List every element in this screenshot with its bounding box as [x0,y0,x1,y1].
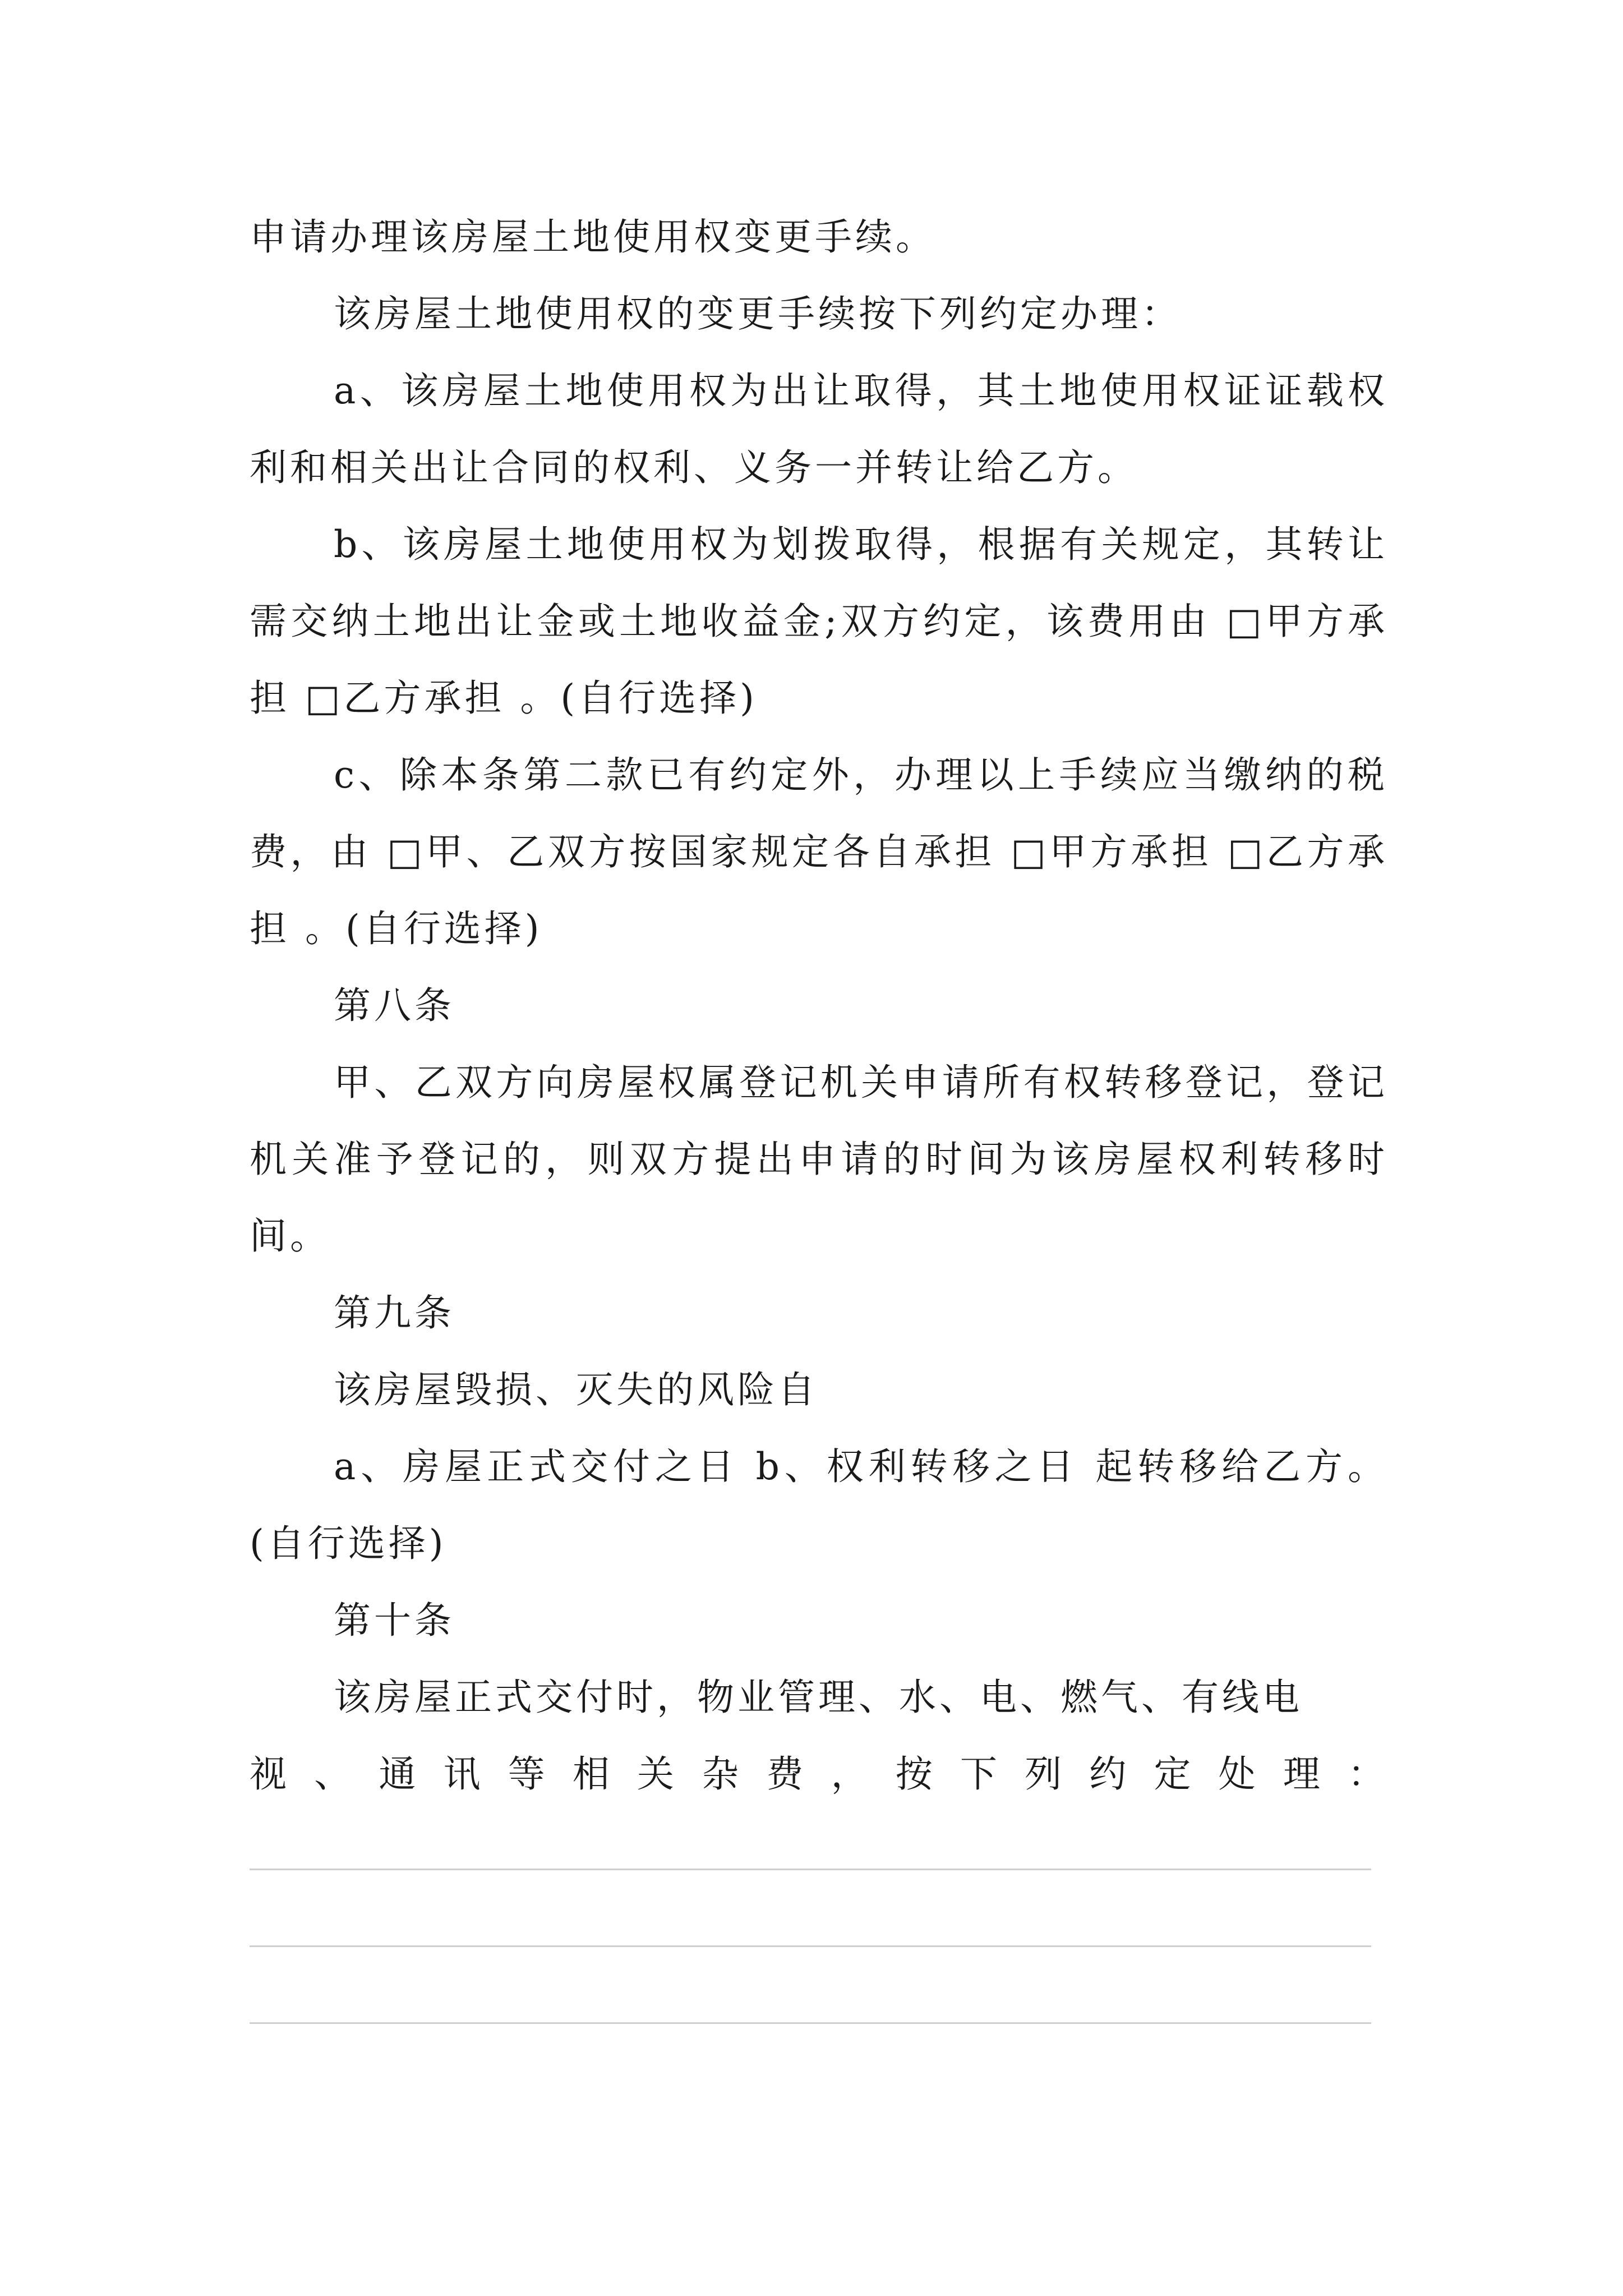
paragraph-5: c、除本条第二款已有约定外，办理以上手续应当缴纳的税费，由 □甲、乙双方按国家规定各自承担 □甲方承担 □乙方承担 。(自行选择) [250,753,1388,950]
article-9-heading: 第九条 [334,1291,455,1335]
paragraph-10: a、房屋正式交付之日 b、权利转移之日 起转移给乙方。(自行选择) [250,1445,1388,1565]
article-10-heading: 第十条 [334,1599,455,1642]
paragraph-9: 该房屋毁损、灭失的风险自 [334,1368,818,1411]
paragraph-2: 该房屋土地使用权的变更手续按下列约定办理： [334,292,1182,335]
paragraph-12 [250,1659,1388,1736]
document-body [250,199,1388,2043]
blank-fill-line-2 [250,1889,1388,1966]
paragraph-12-line-2: 视、通讯等相关杂费，按下列约定处理： [250,1752,1388,1796]
blank-fill-line-3 [250,1966,1388,2043]
paragraph-1: 申请办理该房屋土地使用权变更手续。 [250,215,936,259]
article-8-heading: 第八条 [334,984,455,1027]
paragraph-3: a、该房屋土地使用权为出让取得，其土地使用权证证载权利和相关出让合同的权利、义务一并转让给乙方。 [250,369,1388,489]
blank-fill-line-1 [250,1812,1388,1889]
paragraph-7: 甲、乙双方向房屋权属登记机关申请所有权转移登记，登记机关准予登记的，则双方提出申请的时间为该房屋权利转移时间。 [250,1061,1388,1258]
paragraph-12-line-1: 该房屋正式交付时，物业管理、水、电、燃气、有线电 [334,1676,1303,1719]
paragraph-4: b、该房屋土地使用权为划拨取得，根据有关规定，其转让需交纳土地出让金或土地收益金;双方约定，该费用由 □甲方承担 □乙方承担 。(自行选择) [250,523,1388,720]
